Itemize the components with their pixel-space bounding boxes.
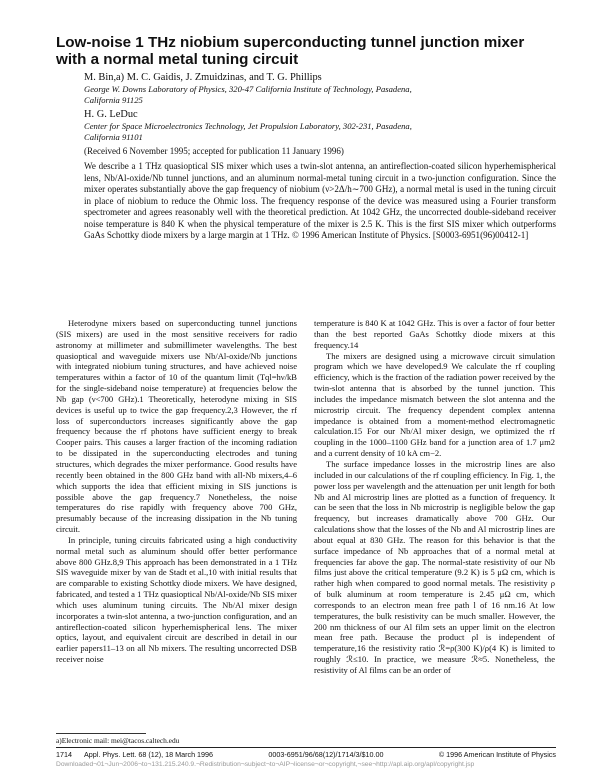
affiliation-2-line-2: California 91101 [84, 132, 143, 142]
download-notice: Downloaded¬01¬Jun¬2006¬to¬131.215.240.9.¬Redistribution¬subject¬to¬AIP¬license¬or¬copyright,¬see¬http://apl.aip.org/apl/copyright.jsp [56, 761, 475, 768]
title-line-1: Low-noise 1 THz niobium superconducting tunnel junction mixer [56, 34, 525, 51]
received-dates: (Received 6 November 1995; accepted for publication 11 January 1996) [84, 146, 344, 156]
affiliation-1-line-2: California 91125 [84, 95, 143, 105]
affiliation-2-line-1: Center for Space Microelectronics Technology, Jet Propulsion Laboratory, 302-231, Pasadena, [84, 121, 412, 131]
affiliation-1 [84, 84, 554, 106]
page-footer [56, 750, 556, 759]
affiliation-2 [84, 121, 554, 143]
author-list-1: M. Bin,a) M. C. Gaidis, J. Zmuidzinas, and T. G. Phillips [84, 72, 322, 83]
footer-left [56, 750, 213, 759]
title-line-2: with a normal metal tuning circuit [56, 51, 299, 68]
paper-title [56, 34, 556, 68]
footer-divider [56, 747, 556, 748]
body-paragraph: Heterodyne mixers based on superconducting tunnel junctions (SIS mixers) are used in the most sensitive receivers for radio astronomy at millimeter and submillimeter wavelengths. The best quasioptical and waveguide mixers use Nb/Al-oxide/Nb junctions with integrated niobium tuning structures, and have achieved noise temperatures within a factor of 10 of the quantum limit (Tql=hν/kB for the single-sideband noise temperature) at frequencies below the Nb gap (ν<700 GHz).1 Theoretically, heterodyne mixing in SIS devices is useful up to twice the gap frequency.2,3 However, the rf loss of superconductors increases significantly above the gap frequency because the rf photons have sufficient energy to break Cooper pairs. This causes a larger fraction of the incoming radiation to be dissipated in the superconducting electrodes and tuning structures, which degrades the mixer performance. Good results have recently been obtained in the 800 GHz band with all-Nb mixers,4–6 which supports the idea that efficient mixing in SIS junctions is possible above the gap frequency.7 Nonetheless, the noise temperatures do rise rapidly with frequency above 700 GHz, presumably because of the increasing dissipation in the Nb tuning circuit. [56, 318, 297, 535]
body-paragraph: The surface impedance losses in the microstrip lines are also included in our calculations of the rf coupling efficiency. In Fig. 1, the power loss per wavelength and the attenuation per unit length for both Nb and Al microstrip lines are plotted as a function of frequency. It can be seen that the loss in Nb microstrip is negligible below the gap frequency, but increases dramatically above 700 GHz. Our calculations show that the losses of the Nb and Al microstrip lines are about equal at 830 GHz. The reason for this behavior is that the surface impedance of Nb approaches that of a normal metal at frequencies far above the gap. The normal-state resistivity of our Nb films just above the critical temperature (9.2 K) is 5 μΩ cm, which is rather high when compared to good normal metals. The resistivity ρ of bulk aluminum at room temperature is 2.45 μΩ cm, which corresponds to an electron mean free path l of 16 nm.16 At low temperatures, the bulk resistivity can be much smaller. However, the 200 nm thickness of our Al film sets an upper limit on the electron mean free path. Because the product ρl is independent of temperature,16 the resistivity ratio ℛ=ρ(300 K)/ρ(4 K) is limited to roughly ℛ≤10. In practice, we measure ℛ≈5. Nonetheless, the resistivity of Al films can be an order of [314, 458, 555, 675]
author-footnote: a)Electronic mail: mei@tacos.caltech.edu [56, 736, 180, 745]
body-paragraph: temperature is 840 K at 1042 GHz. This is over a factor of four better than the best reported GaAs Schottky diode mixers at this frequency.14 [314, 318, 555, 350]
affiliation-1-line-1: George W. Downs Laboratory of Physics, 320-47 California Institute of Technology, Pasadena, [84, 84, 412, 94]
body-column-left [56, 318, 297, 665]
body-column-right [314, 318, 555, 676]
body-paragraph: The mixers are designed using a microwave circuit simulation program which we have developed.9 We calculate the rf coupling efficiency, which is the fraction of the radiation power received by the twin-slot antenna that is absorbed by the tunnel junction. This includes the impedance mismatch between the slot antenna and the microstrip circuit. The frequency dependent complex antenna impedance is obtained from a moment-method electromagnetic calculation.15 For our Nb/Al mixer design, we optimized the rf coupling in the 1000–1100 GHz band for a junction area of 1.7 μm2 and a current density of 10 kA cm−2. [314, 350, 555, 459]
copyright-notice: © 1996 American Institute of Physics [438, 750, 556, 759]
footnote-divider [56, 733, 146, 734]
page-number: 1714 [56, 750, 72, 759]
body-paragraph: In principle, tuning circuits fabricated using a high conductivity normal metal such as aluminum should offer better performance above 800 GHz.8,9 This approach has been demonstrated in a 1 THz SIS waveguide mixer by van de Stadt et al.,10 with initial results that are comparable to existing Schottky diode mixers. We have designed, fabricated, and tested a 1 THz quasioptical Nb/Al-oxide/Nb SIS mixer which uses aluminum tuning circuits. The Nb/Al mixer design incorporates a twin-slot antenna, a two-junction configuration, and an antireflection-coated silicon hyperhemispherical lens. The mixer optics, layout, and equivalent circuit are described in detail in our earlier papers11–13 on all Nb mixers. The resulting uncorrected DSB receiver noise [56, 534, 297, 665]
article-code: 0003-6951/96/68(12)/1714/3/$10.00 [268, 750, 384, 759]
abstract: We describe a 1 THz quasioptical SIS mixer which uses a twin-slot antenna, an antireflection-coated silicon hyperhemispherical lens, Nb/Al-oxide/Nb tunnel junctions, and an aluminum normal-metal tuning circuit in a two-junction configuration. Since the mixer operates substantially above the gap frequency of niobium (ν>2Δ/h∼700 GHz), a normal metal is used in the tuning circuit in place of niobium to reduce the Ohmic loss. The frequency response of the device was measured using a Fourier transform spectrometer and agrees reasonably well with the theoretical prediction. At 1042 GHz, the uncorrected double-sideband receiver noise temperature is 840 K when the physical temperature of the mixer is 2.5 K. This is the first SIS mixer which outperforms GaAs Schottky diode mixers by a large margin at 1 THz. © 1996 American Institute of Physics. [S0003-6951(96)00412-1] [84, 161, 556, 241]
journal-citation: Appl. Phys. Lett. 68 (12), 18 March 1996 [84, 750, 214, 759]
author-list-2: H. G. LeDuc [84, 109, 138, 120]
